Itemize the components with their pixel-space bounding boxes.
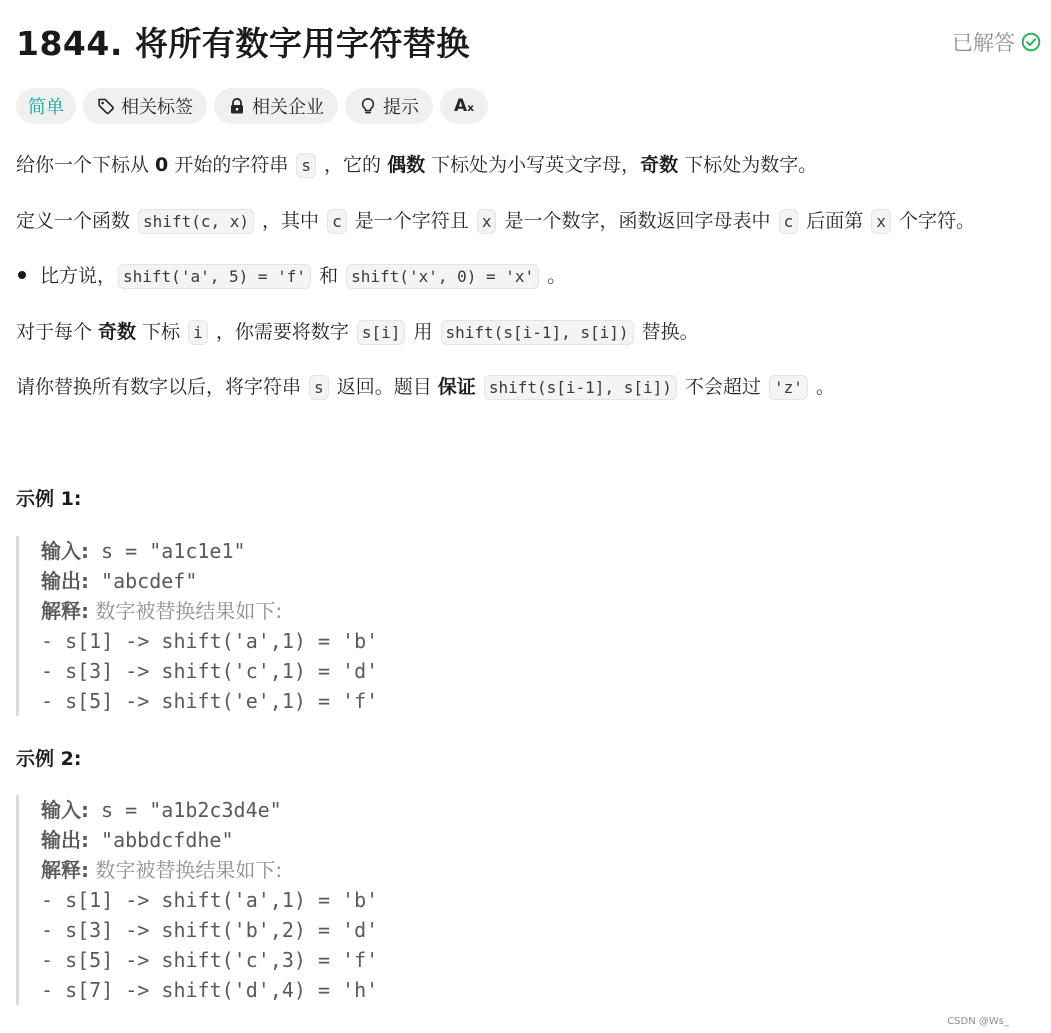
example-1-title: 示例 1:	[16, 488, 82, 510]
inline-code: shift(c, x)	[138, 209, 254, 234]
check-circle-icon	[1021, 32, 1041, 52]
text: 请你替换所有数字以后，将字符串	[16, 376, 308, 398]
tag-bar	[16, 88, 488, 124]
text: 比方说，	[40, 265, 117, 287]
bold-text: 偶数	[387, 154, 426, 176]
solved-status	[952, 27, 1041, 57]
inline-code: shift(s[i-1], s[i])	[484, 375, 677, 400]
bold-text: 保证	[437, 376, 476, 398]
example-2-block	[16, 795, 378, 1005]
description-paragraph-2	[16, 207, 975, 236]
output-label: 输出:	[41, 828, 89, 852]
example-step-line: - s[7] -> shift('d',4) = 'h'	[41, 978, 379, 1002]
text: ，你需要将数字	[209, 321, 355, 343]
text	[476, 376, 482, 398]
hint-button[interactable]	[345, 88, 433, 124]
example-output-line	[41, 825, 378, 855]
bold-text: 0	[155, 154, 169, 176]
inline-code: s	[309, 375, 329, 400]
inline-code: shift('a', 5) = 'f'	[118, 264, 311, 289]
lightbulb-icon	[359, 97, 377, 115]
example-step-line: - s[1] -> shift('a',1) = 'b'	[41, 629, 379, 653]
related-companies-label: 相关企业	[252, 97, 324, 118]
text: 开始的字符串	[168, 154, 295, 176]
inline-code: shift('x', 0) = 'x'	[346, 264, 539, 289]
inline-code: i	[188, 320, 208, 345]
description-paragraph-5	[16, 373, 835, 402]
example-step-line: - s[3] -> shift('b',2) = 'd'	[41, 918, 379, 942]
problem-title: 1844. 将所有数字用字符替换	[16, 24, 470, 63]
inline-code: 'z'	[769, 375, 808, 400]
inline-code: c	[327, 209, 347, 234]
text: 个字符。	[892, 210, 975, 232]
translate-button[interactable]	[440, 88, 488, 124]
inline-code: c	[779, 209, 799, 234]
example-input-line	[41, 536, 378, 566]
difficulty-label: 简单	[28, 97, 64, 118]
text: 对于每个	[16, 321, 99, 343]
solved-status-label: 已解答	[952, 31, 1015, 55]
related-companies-button[interactable]	[214, 88, 338, 124]
tag-icon	[97, 97, 115, 115]
text: 后面第	[800, 210, 870, 232]
explain-label: 解释:	[41, 599, 89, 623]
example-step-line: - s[3] -> shift('c',1) = 'd'	[41, 659, 379, 683]
input-value: s = "a1c1e1"	[89, 539, 246, 563]
text: 替换。	[635, 321, 699, 343]
text: 。	[541, 265, 567, 287]
hint-label: 提示	[383, 97, 419, 118]
example-explain-line	[41, 596, 378, 626]
text: ，它的	[318, 154, 388, 176]
explain-text: 数字被替换结果如下:	[89, 858, 283, 882]
bold-text: 奇数	[640, 154, 679, 176]
translate-icon: Aₓ	[454, 96, 475, 116]
explain-label: 解释:	[41, 858, 89, 882]
inline-code: x	[477, 209, 497, 234]
difficulty-badge[interactable]	[16, 88, 76, 124]
explain-text: 数字被替换结果如下:	[89, 599, 283, 623]
input-label: 输入:	[41, 539, 89, 563]
text: 。	[809, 376, 835, 398]
text: 下标处为小写英文字母，	[425, 154, 641, 176]
output-value: "abcdef"	[89, 569, 198, 593]
bold-text: 奇数	[98, 321, 137, 343]
text: 下标处为数字。	[678, 154, 818, 176]
text: 返回。题目	[330, 376, 438, 398]
example-explain-line	[41, 855, 378, 885]
text: 不会超过	[678, 376, 767, 398]
description-paragraph-4	[16, 318, 699, 347]
description-paragraph-1	[16, 151, 817, 180]
related-topics-label: 相关标签	[121, 97, 193, 118]
output-label: 输出:	[41, 569, 89, 593]
watermark: CSDN @Ws_	[947, 1016, 1009, 1027]
example-1-block	[16, 536, 378, 716]
text: 用	[407, 321, 439, 343]
text: 给你一个下标从	[16, 154, 156, 176]
text: 下标	[136, 321, 187, 343]
inline-code: shift(s[i-1], s[i])	[441, 320, 634, 345]
text: 和	[313, 265, 345, 287]
example-step-line: - s[1] -> shift('a',1) = 'b'	[41, 888, 379, 912]
output-value: "abbdcfdhe"	[89, 828, 234, 852]
text: 是一个字符且	[348, 210, 475, 232]
lock-icon	[228, 97, 246, 115]
input-value: s = "a1b2c3d4e"	[89, 798, 282, 822]
example-step-line: - s[5] -> shift('e',1) = 'f'	[41, 689, 379, 713]
input-label: 输入:	[41, 798, 89, 822]
example-step-line: - s[5] -> shift('c',3) = 'f'	[41, 948, 379, 972]
example-input-line	[41, 795, 378, 825]
example-2-title: 示例 2:	[16, 748, 82, 770]
inline-code: x	[871, 209, 891, 234]
inline-code: s	[296, 153, 316, 178]
text: 定义一个函数	[16, 210, 137, 232]
description-bullet	[16, 262, 566, 291]
inline-code: s[i]	[357, 320, 406, 345]
related-topics-button[interactable]	[83, 88, 207, 124]
text: 是一个数字，函数返回字母表中	[498, 210, 777, 232]
text: ，其中	[256, 210, 326, 232]
example-output-line	[41, 566, 378, 596]
